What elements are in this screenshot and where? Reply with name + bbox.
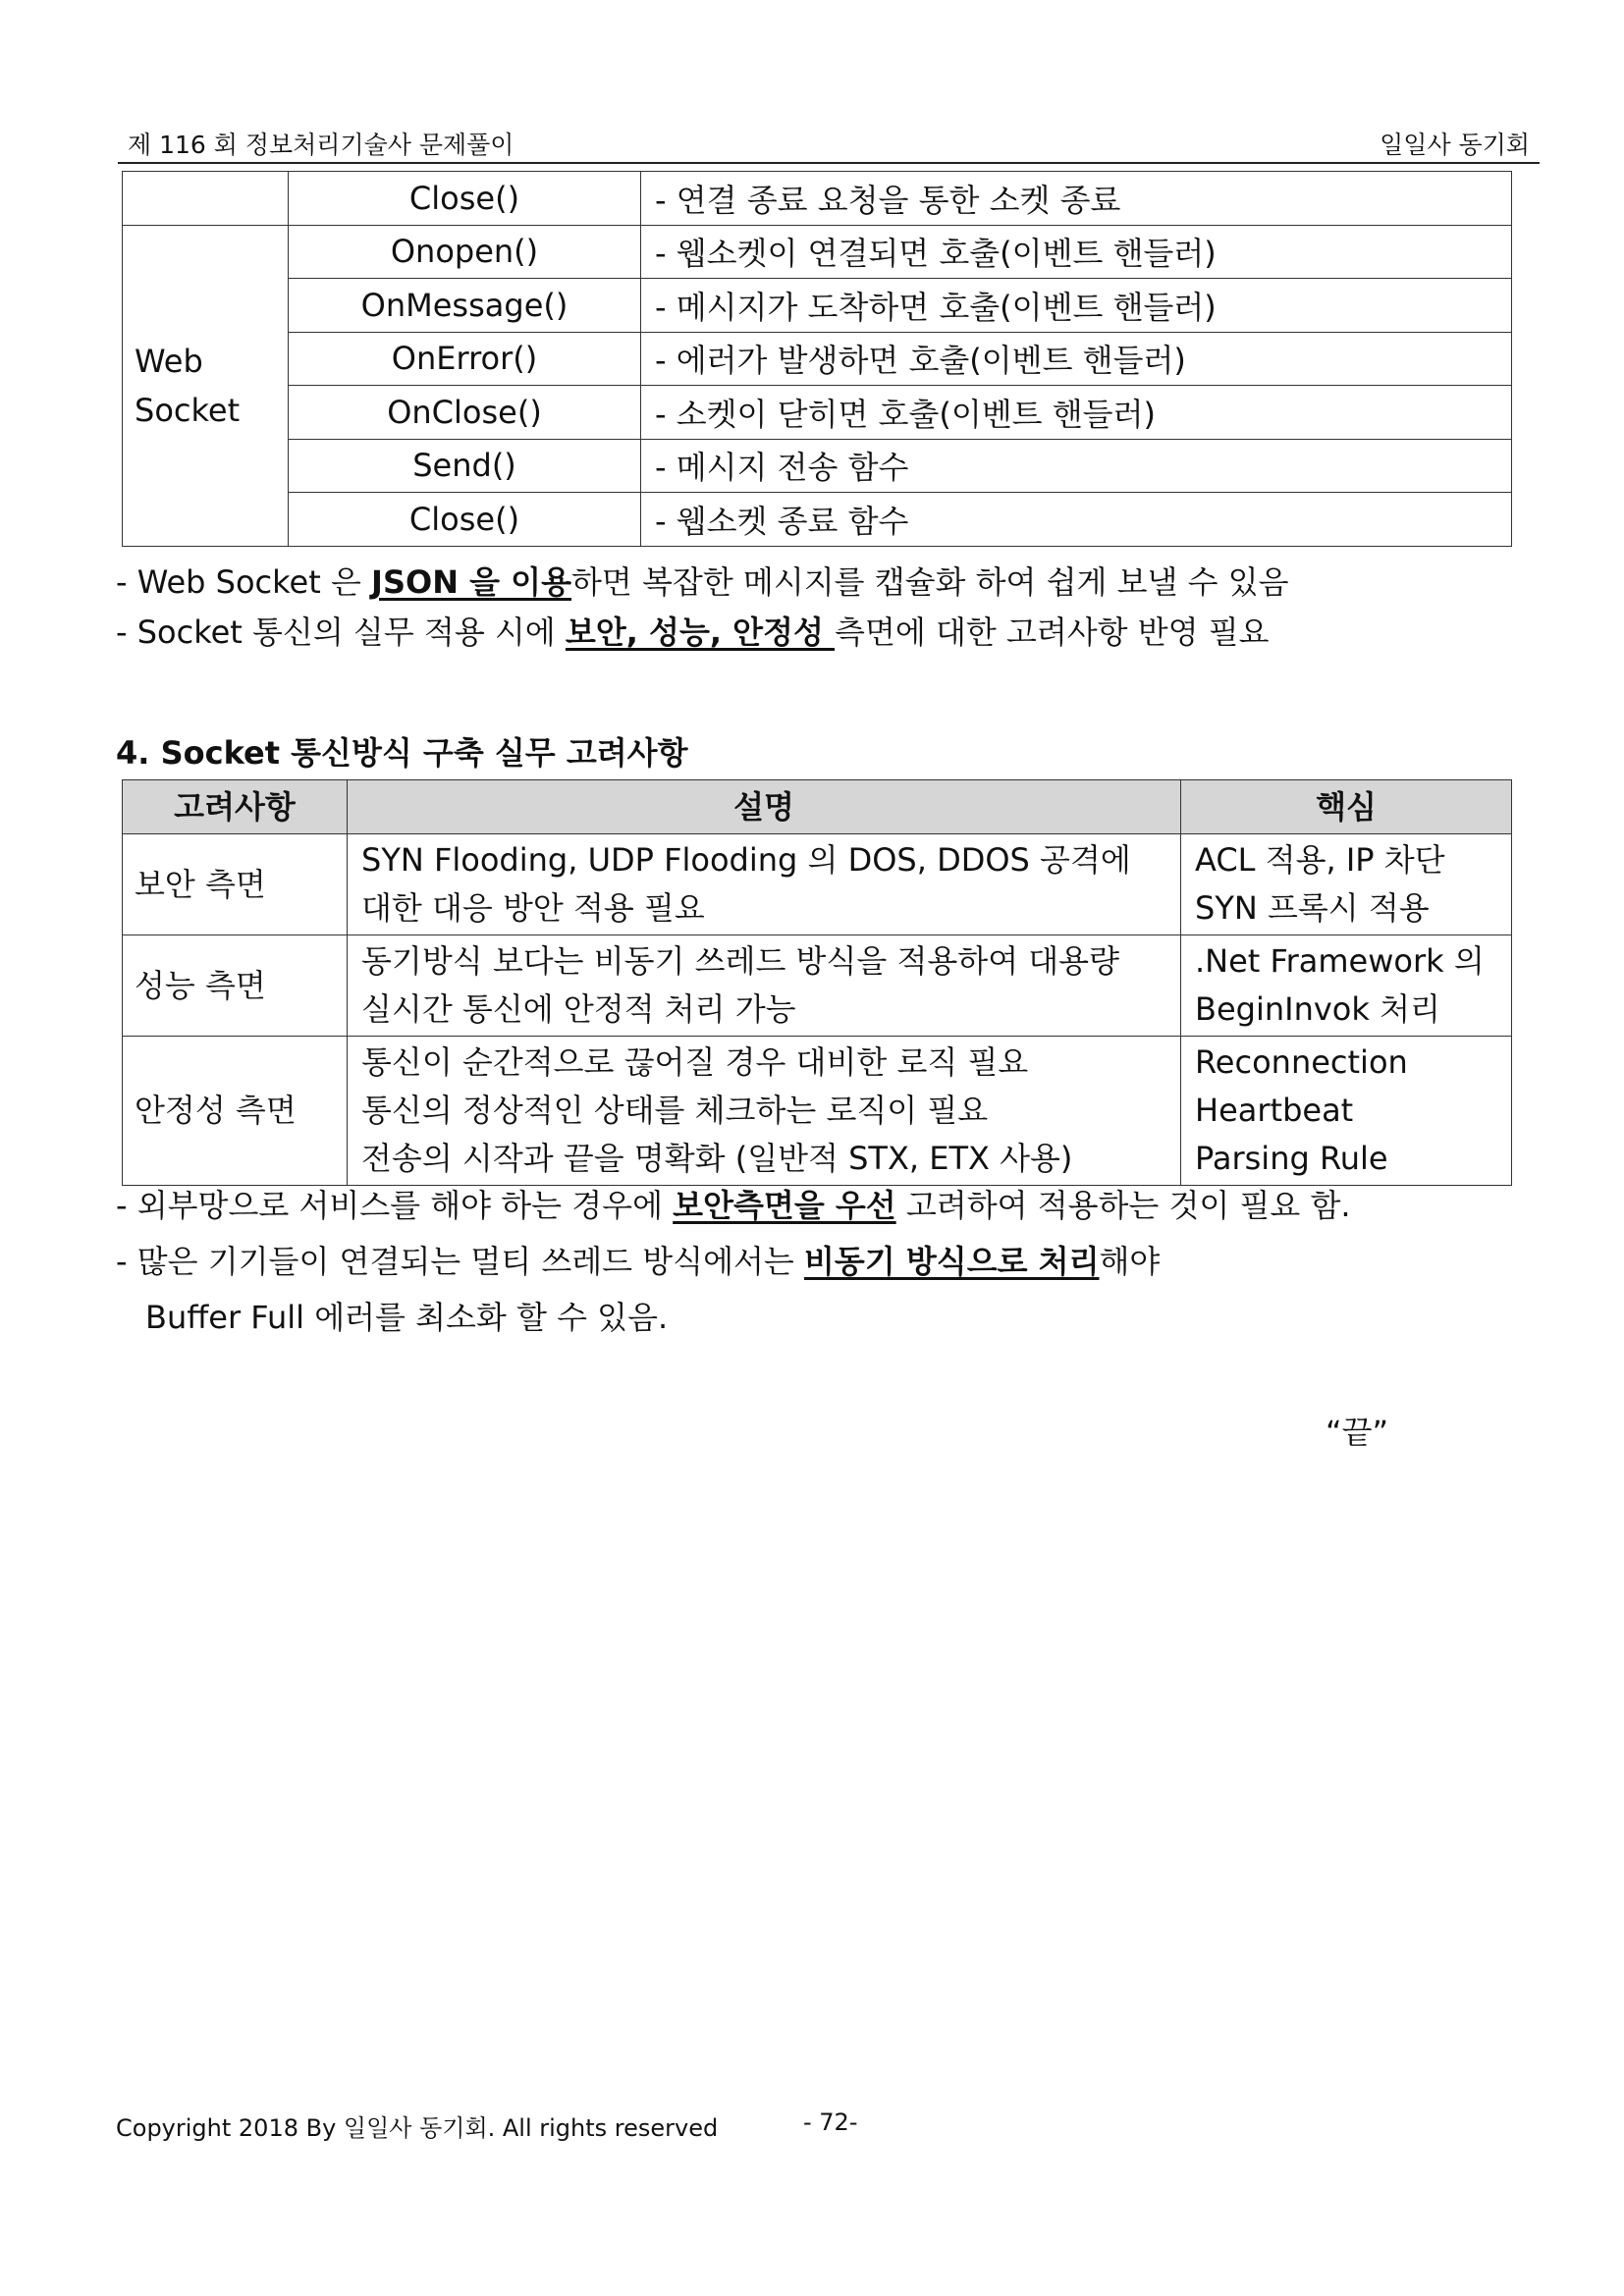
page-header: [128, 126, 1530, 163]
end-mark: “끝”: [1326, 1414, 1389, 1451]
note-text: 고려하여 적용하는 것이 필요 함.: [895, 1187, 1351, 1224]
key-line: SYN 프록시 적용: [1195, 889, 1430, 927]
aspect-label: 성능 측면: [123, 935, 348, 1037]
key-line: .Net Framework 의: [1195, 942, 1485, 980]
emphasis-text: 보안측면을 우선: [673, 1187, 896, 1224]
key-line: Heartbeat: [1195, 1092, 1354, 1129]
method-name: Onopen(): [289, 225, 641, 279]
table-row: [123, 1037, 1512, 1186]
description-line: 실시간 통신에 안정적 처리 가능: [361, 990, 796, 1028]
table-row: [123, 279, 1512, 333]
empty-cell: [123, 172, 289, 226]
aspect-label: 안정성 측면: [123, 1037, 348, 1186]
method-name: OnError(): [289, 332, 641, 386]
note-text: - 많은 기기들이 연결되는 멀티 쓰레드 방식에서는: [116, 1243, 804, 1280]
table-row: [123, 172, 1512, 226]
table-row: [123, 225, 1512, 279]
description-line: 통신이 순간적으로 끊어질 경우 대비한 로직 필요: [361, 1043, 1029, 1081]
table-row: [123, 332, 1512, 386]
copyright-footer: Copyright 2018 By 일일사 동기회. All rights reserved: [116, 2114, 719, 2142]
method-description: - 웹소켓 종료 함수: [641, 493, 1512, 547]
header-author: 일일사 동기회: [1380, 131, 1530, 159]
table-row: [123, 493, 1512, 547]
description-line: 전송의 시작과 끝을 명확화 (일반적 STX, ETX 사용): [361, 1140, 1073, 1177]
key-line: ACL 적용, IP 차단: [1195, 841, 1445, 879]
note-text: - Web Socket 은: [116, 563, 372, 601]
method-name: OnMessage(): [289, 279, 641, 333]
group-label-line: Web: [135, 342, 203, 380]
note-line: [116, 1178, 1351, 1234]
note-text: 측면에 대한 고려사항 반영 필요: [835, 614, 1270, 651]
method-name: Send(): [289, 439, 641, 493]
page-number: - 72-: [803, 2109, 858, 2136]
table-row: [123, 439, 1512, 493]
description-line: 동기방식 보다는 비동기 쓰레드 방식을 적용하여 대용량: [361, 942, 1120, 980]
method-description: - 메시지 전송 함수: [641, 439, 1512, 493]
emphasis-text: 비동기 방식으로 처리: [804, 1243, 1100, 1280]
header-divider: [118, 162, 1540, 164]
method-description: - 소켓이 닫히면 호출(이벤트 핸들러): [641, 386, 1512, 440]
method-name: OnClose(): [289, 386, 641, 440]
note-text: 하면 복잡한 메시지를 캡슐화 하여 쉽게 보낼 수 있음: [571, 563, 1289, 601]
note-line: [116, 558, 1289, 608]
group-label-line: Socket: [135, 391, 241, 429]
table-row: [123, 834, 1512, 935]
note-line: [116, 1234, 1351, 1290]
websocket-method-table: [122, 171, 1512, 547]
emphasis-text: JSON 을 이용: [371, 563, 571, 601]
note-line: Buffer Full 에러를 최소화 할 수 있음.: [145, 1299, 669, 1336]
key-cell: [1181, 1037, 1512, 1186]
table-row: [123, 935, 1512, 1037]
description-cell: [348, 935, 1181, 1037]
note-line: [116, 608, 1289, 658]
method-description: - 에러가 발생하면 호출(이벤트 핸들러): [641, 332, 1512, 386]
method-description: - 연결 종료 요청을 통한 소켓 종료: [641, 172, 1512, 226]
key-line: BeginInvok 처리: [1195, 990, 1440, 1028]
description-line: SYN Flooding, UDP Flooding 의 DOS, DDOS 공격에: [361, 841, 1131, 879]
column-header: 설명: [348, 780, 1181, 834]
description-cell: [348, 1037, 1181, 1186]
note-text: 해야: [1099, 1243, 1161, 1280]
table-row: [123, 386, 1512, 440]
description-line: 대한 대응 방안 적용 필요: [361, 889, 705, 927]
key-cell: [1181, 935, 1512, 1037]
key-cell: [1181, 834, 1512, 935]
section-title: 4. Socket 통신방식 구축 실무 고려사항: [116, 734, 688, 772]
column-header: 핵심: [1181, 780, 1512, 834]
key-line: Parsing Rule: [1195, 1140, 1388, 1177]
description-cell: [348, 834, 1181, 935]
websocket-group-label: [123, 225, 289, 546]
description-line: 통신의 정상적인 상태를 체크하는 로직이 필요: [361, 1092, 989, 1129]
implementation-notes: [116, 1178, 1351, 1346]
websocket-notes: [116, 558, 1289, 658]
note-text: - Socket 통신의 실무 적용 시에: [116, 614, 566, 651]
emphasis-text: 보안, 성능, 안정성: [565, 614, 836, 651]
column-header: 고려사항: [123, 780, 348, 834]
method-description: - 메시지가 도착하면 호출(이벤트 핸들러): [641, 279, 1512, 333]
method-name: Close(): [289, 493, 641, 547]
method-name: Close(): [289, 172, 641, 226]
key-line: Reconnection: [1195, 1043, 1408, 1081]
aspect-label: 보안 측면: [123, 834, 348, 935]
note-text: - 외부망으로 서비스를 해야 하는 경우에: [116, 1187, 674, 1224]
header-title: 제 116 회 정보처리기술사 문제풀이: [128, 131, 514, 159]
considerations-table: [122, 779, 1512, 1186]
method-description: - 웹소켓이 연결되면 호출(이벤트 핸들러): [641, 225, 1512, 279]
table-header-row: [123, 780, 1512, 834]
